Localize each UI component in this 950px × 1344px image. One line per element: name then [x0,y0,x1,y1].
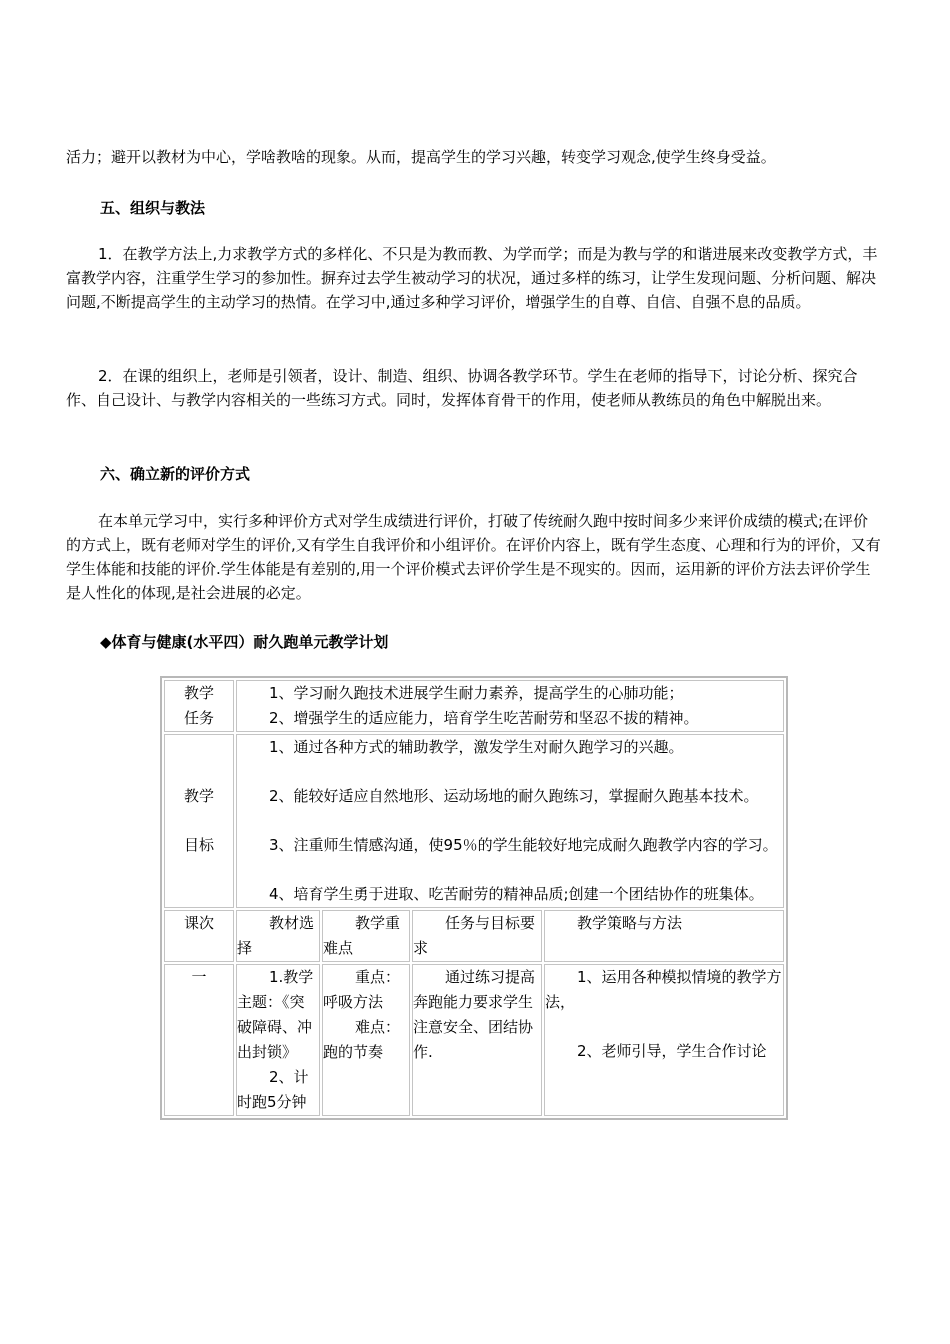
task-label-line-1: 教学 [183,684,214,702]
section6-paragraph: 在本单元学习中，实行多种评价方式对学生成绩进行评价，打破了传统耐久跑中按时间多少来评价成绩的模式;在评价的方式上，既有老师对学生的评价,又有学生自我评价和小组评价。在评价内容上，既有学生态度、心理和行为的评价，又有学生体能和技能的评价.学生体能是有差别的,用一个评价模式去评价学生是不现实的。因而，运用新的评价方法去评价学生是人性化的体现,是社会进展的必定。 [66,512,881,602]
task-item-2: 2、增强学生的适应能力，培育学生吃苦耐劳和坚忍不拔的精神。 [269,709,699,727]
strategy-line-2: 2、老师引导，学生合作讨论 [577,1042,767,1060]
task-row [164,680,784,732]
header-material: 教材选择 [236,910,320,962]
header-focus: 教学重难点 [322,910,410,962]
intro-tail-paragraph: 活力；避开以教材为中心，学啥教啥的现象。从而，提高学生的学习兴趣，转变学习观念,使学生终身受益。 [66,148,776,166]
plan-heading: ◆体育与健康(水平四）耐久跑单元教学计划 [100,633,389,651]
focus-line-1: 重点：呼吸方法 [323,968,401,1011]
section5-paragraph-1: 1．在教学方法上,力求教学方式的多样化、不只是为教而教、为学而学；而是为教与学的和谐进展来改变教学方式，丰富教学内容，注重学生学习的参加性。摒弃过去学生被动学习的状况，通过多样的练习，让学生发现问题、分析问题、解决问题,不断提高学生的主动学习的热情。在学习中,通过多种学习评价，增强学生的自尊、自信、自强不息的品质。 [66,245,878,311]
task-label-cell [164,680,234,732]
task-item-1: 1、学习耐久跑技术进展学生耐力素养，提高学生的心肺功能； [269,684,684,702]
section6-heading: 六、确立新的评价方式 [100,465,251,483]
material-line-1: 1.教学主题：《突破障碍、冲出封锁》 [237,968,314,1061]
goal-label-line-2: 目标 [183,836,214,854]
focus-line-2: 难点：跑的节奏 [323,1018,401,1061]
task-label-line-2: 任务 [183,709,214,727]
goal-item-1: 1、通过各种方式的辅助教学，激发学生对耐久跑学习的兴趣。 [269,738,684,756]
goal-item-3: 3、注重师生情感沟通，使95％的学生能较好地完成耐久跑教学内容的学习。 [269,836,778,854]
lesson-number: 一 [164,964,234,1116]
header-lesson: 课次 [164,910,234,962]
material-cell [236,964,320,1116]
goal-item-4: 4、培育学生勇于进取、吃苦耐劳的精神品质;创建一个团结协作的班集体。 [269,885,764,903]
task-content-cell [236,680,784,732]
goal-row [164,734,784,908]
goal-item-2: 2、能较好适应自然地形、运动场地的耐久跑练习，掌握耐久跑基本技术。 [269,787,759,805]
strategy-line-1: 1、运用各种模拟情境的教学方法， [545,968,782,1011]
goal-label-line-1: 教学 [183,787,214,805]
goal-content-cell [236,734,784,908]
requirement-cell: 通过练习提高奔跑能力要求学生注意安全、团结协作. [412,964,542,1116]
lesson-row-1 [164,964,784,1116]
strategy-cell [544,964,784,1116]
material-line-2: 2、计时跑5分钟 [237,1068,309,1111]
section5-paragraph-2: 2．在课的组织上，老师是引领者，设计、制造、组织、协调各教学环节。学生在老师的指导下，讨论分析、探究合作、自己设计、与教学内容相关的一些练习方式。同时，发挥体育骨干的作用，使老师从教练员的角色中解脱出来。 [66,367,858,409]
header-row [164,910,784,962]
goal-label-cell [164,734,234,908]
section5-heading: 五、组织与教法 [100,199,206,217]
header-strategy: 教学策略与方法 [544,910,784,962]
header-requirement: 任务与目标要求 [412,910,542,962]
focus-cell [322,964,410,1116]
unit-plan-table [160,676,788,1120]
